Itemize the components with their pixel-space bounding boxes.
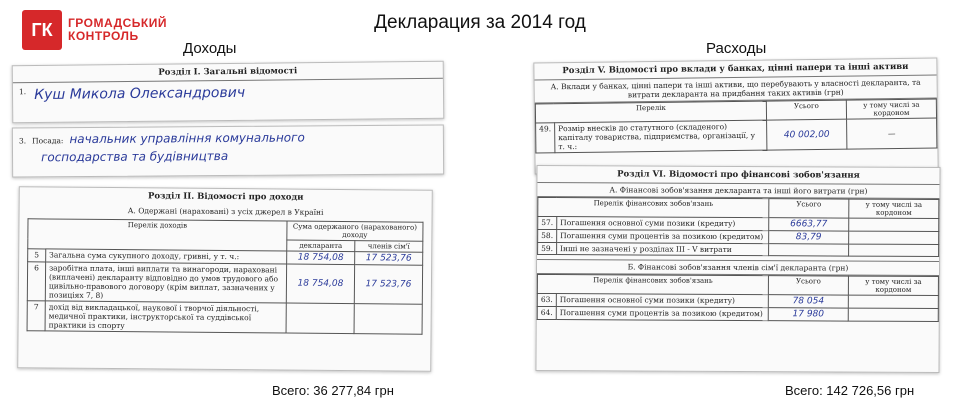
- row-number: 6: [27, 262, 45, 301]
- section-5-sheet: [533, 58, 938, 175]
- abroad-value: [849, 244, 939, 256]
- page-title: Декларация за 2014 год: [374, 12, 586, 33]
- col-total: Усього: [766, 100, 846, 120]
- name-row: [13, 79, 443, 108]
- row-text: заробітна плата, інші виплати та винагороди, нараховані (виплачені) декларанту відповідно до умов трудового або цивільно-правового договору (крім виплат, зазначених у позиціях 7, 8): [45, 262, 286, 303]
- col-abroad: у тому числі за кордоном: [846, 99, 936, 119]
- section-6-subtitle-a: А. Фінансові зобов'язання декларанта та інші його витрати (грн): [537, 183, 939, 199]
- col-family: членів сім'ї: [355, 241, 423, 253]
- row-number: 5: [28, 249, 46, 262]
- section-5-subtitle: А. Вклади у банках, цінні папери та інші активи, що перебувають у власності декларанта, та витрати декларанта на придбання таких активів (грн): [535, 76, 937, 104]
- expenses-heading: Расходы: [706, 40, 767, 57]
- col-abroad: у тому числі за кордоном: [849, 199, 939, 218]
- abroad-value: [849, 231, 939, 244]
- assets-table: [535, 99, 938, 154]
- col-list: Перелік: [535, 101, 766, 123]
- row-number: 59.: [538, 242, 557, 254]
- table-row: [536, 118, 937, 153]
- row-number: 1.: [18, 87, 27, 97]
- declarant-name: Куш Микола Олександрович: [34, 84, 246, 104]
- income-heading: Доходы: [183, 40, 237, 57]
- row-text: Погашення основної суми позики (кредиту): [556, 294, 768, 308]
- section-2-title: Розділ ІІ. Відомості про доходи: [147, 191, 304, 203]
- table-row: [27, 262, 422, 304]
- liabilities-table-b: [537, 274, 939, 322]
- section-1-sheet: [12, 61, 445, 124]
- col-declarant: декларанта: [287, 240, 355, 252]
- section-6-title: Розділ VI. Відомості про фінансові зобов'язання: [537, 166, 939, 185]
- logo-line-1: ГРОМАДСЬКИЙ: [68, 16, 168, 30]
- row-number: 57.: [538, 216, 557, 229]
- total-value: [769, 244, 849, 256]
- col-list: Перелік доходів: [28, 219, 287, 251]
- logo-mark: ГК: [22, 10, 62, 50]
- position-line-2: господарства та будівництва: [40, 148, 229, 165]
- position-sheet: [12, 124, 444, 177]
- table-header: [537, 274, 938, 295]
- income-table: [27, 218, 424, 334]
- col-fin: Перелік фінансових зобов'язань: [537, 274, 768, 294]
- section-6-sheet: [535, 165, 940, 373]
- row-text: Загальна сума сукупного доходу, гривні, у т. ч.:: [46, 249, 287, 264]
- section-6-subtitle-b: Б. Фінансові зобов'язання членів сім'ї декларанта (грн): [537, 259, 939, 276]
- declarant-value: 18 754,08: [286, 264, 354, 304]
- abroad-value: —: [847, 118, 937, 149]
- abroad-value: [849, 218, 939, 231]
- table-row: [538, 242, 939, 256]
- row-number: 58.: [538, 229, 557, 242]
- row-number: 64.: [537, 306, 556, 319]
- expenses-total: Всего: 142 726,56 грн: [785, 383, 915, 398]
- row-text: дохід від викладацької, наукової і творчої діяльності, медичної практики, інструкторської та суддівської практики із спорту: [45, 301, 286, 333]
- section-1-title: Розділ І. Загальні відомості: [13, 62, 443, 84]
- row-text: Погашення основної суми позики (кредиту): [557, 217, 769, 231]
- col-total: Усього: [769, 199, 849, 218]
- col-fin: Перелік фінансових зобов'язань: [538, 197, 769, 217]
- position-label: Посада:: [32, 136, 64, 146]
- table-row: [537, 306, 938, 321]
- liabilities-table-a: [537, 197, 939, 257]
- total-value: 78 054: [768, 295, 848, 308]
- family-value: 17 523,76: [355, 252, 423, 266]
- section-2-sheet: [17, 186, 433, 372]
- row-number: 7: [27, 301, 45, 331]
- total-value: 6663,77: [769, 218, 849, 231]
- col-sum: Сума одержаного (нарахованого) доходу: [287, 221, 423, 241]
- declarant-value: [286, 303, 354, 334]
- abroad-value: [848, 308, 938, 321]
- total-value: 17 980: [768, 308, 848, 321]
- table-header: [28, 219, 423, 241]
- total-value: 40 002,00: [767, 119, 847, 150]
- position-line-1: начальник управління комунального: [69, 130, 305, 147]
- family-value: 17 523,76: [354, 265, 422, 305]
- section-5-title: Розділ V. Відомості про вклади у банках, цінні папери та інші активи: [534, 59, 936, 81]
- abroad-value: [848, 295, 938, 308]
- col-total: Усього: [768, 276, 848, 295]
- section-2-subtitle: А. Одержані (нараховані) з усіх джерел в Україні: [127, 206, 324, 217]
- declarant-value: 18 754,08: [287, 251, 355, 265]
- row-text: Інші не зазначені у розділах ІІІ - V витрати: [557, 243, 769, 256]
- row-text: Погашення суми процентів за позикою (кредитом): [556, 307, 768, 321]
- family-value: [354, 304, 422, 335]
- position-row: [13, 125, 443, 150]
- row-text: Розмір внесків до статутного (складеного) капіталу товариства, підприємства, організації, у т. ч.:: [555, 120, 767, 153]
- total-value: 83,79: [769, 231, 849, 244]
- logo-line-2: КОНТРОЛЬ: [68, 29, 139, 43]
- row-text: Погашення суми процентів за позикою (кредитом): [557, 230, 769, 244]
- table-header: [538, 197, 939, 218]
- row-number: 49.: [536, 123, 555, 153]
- income-total: Всего: 36 277,84 грн: [272, 383, 394, 398]
- table-row: [27, 301, 422, 334]
- row-number: 3.: [18, 136, 27, 146]
- col-abroad: у тому числі за кордоном: [848, 276, 938, 295]
- row-number: 63.: [537, 293, 556, 306]
